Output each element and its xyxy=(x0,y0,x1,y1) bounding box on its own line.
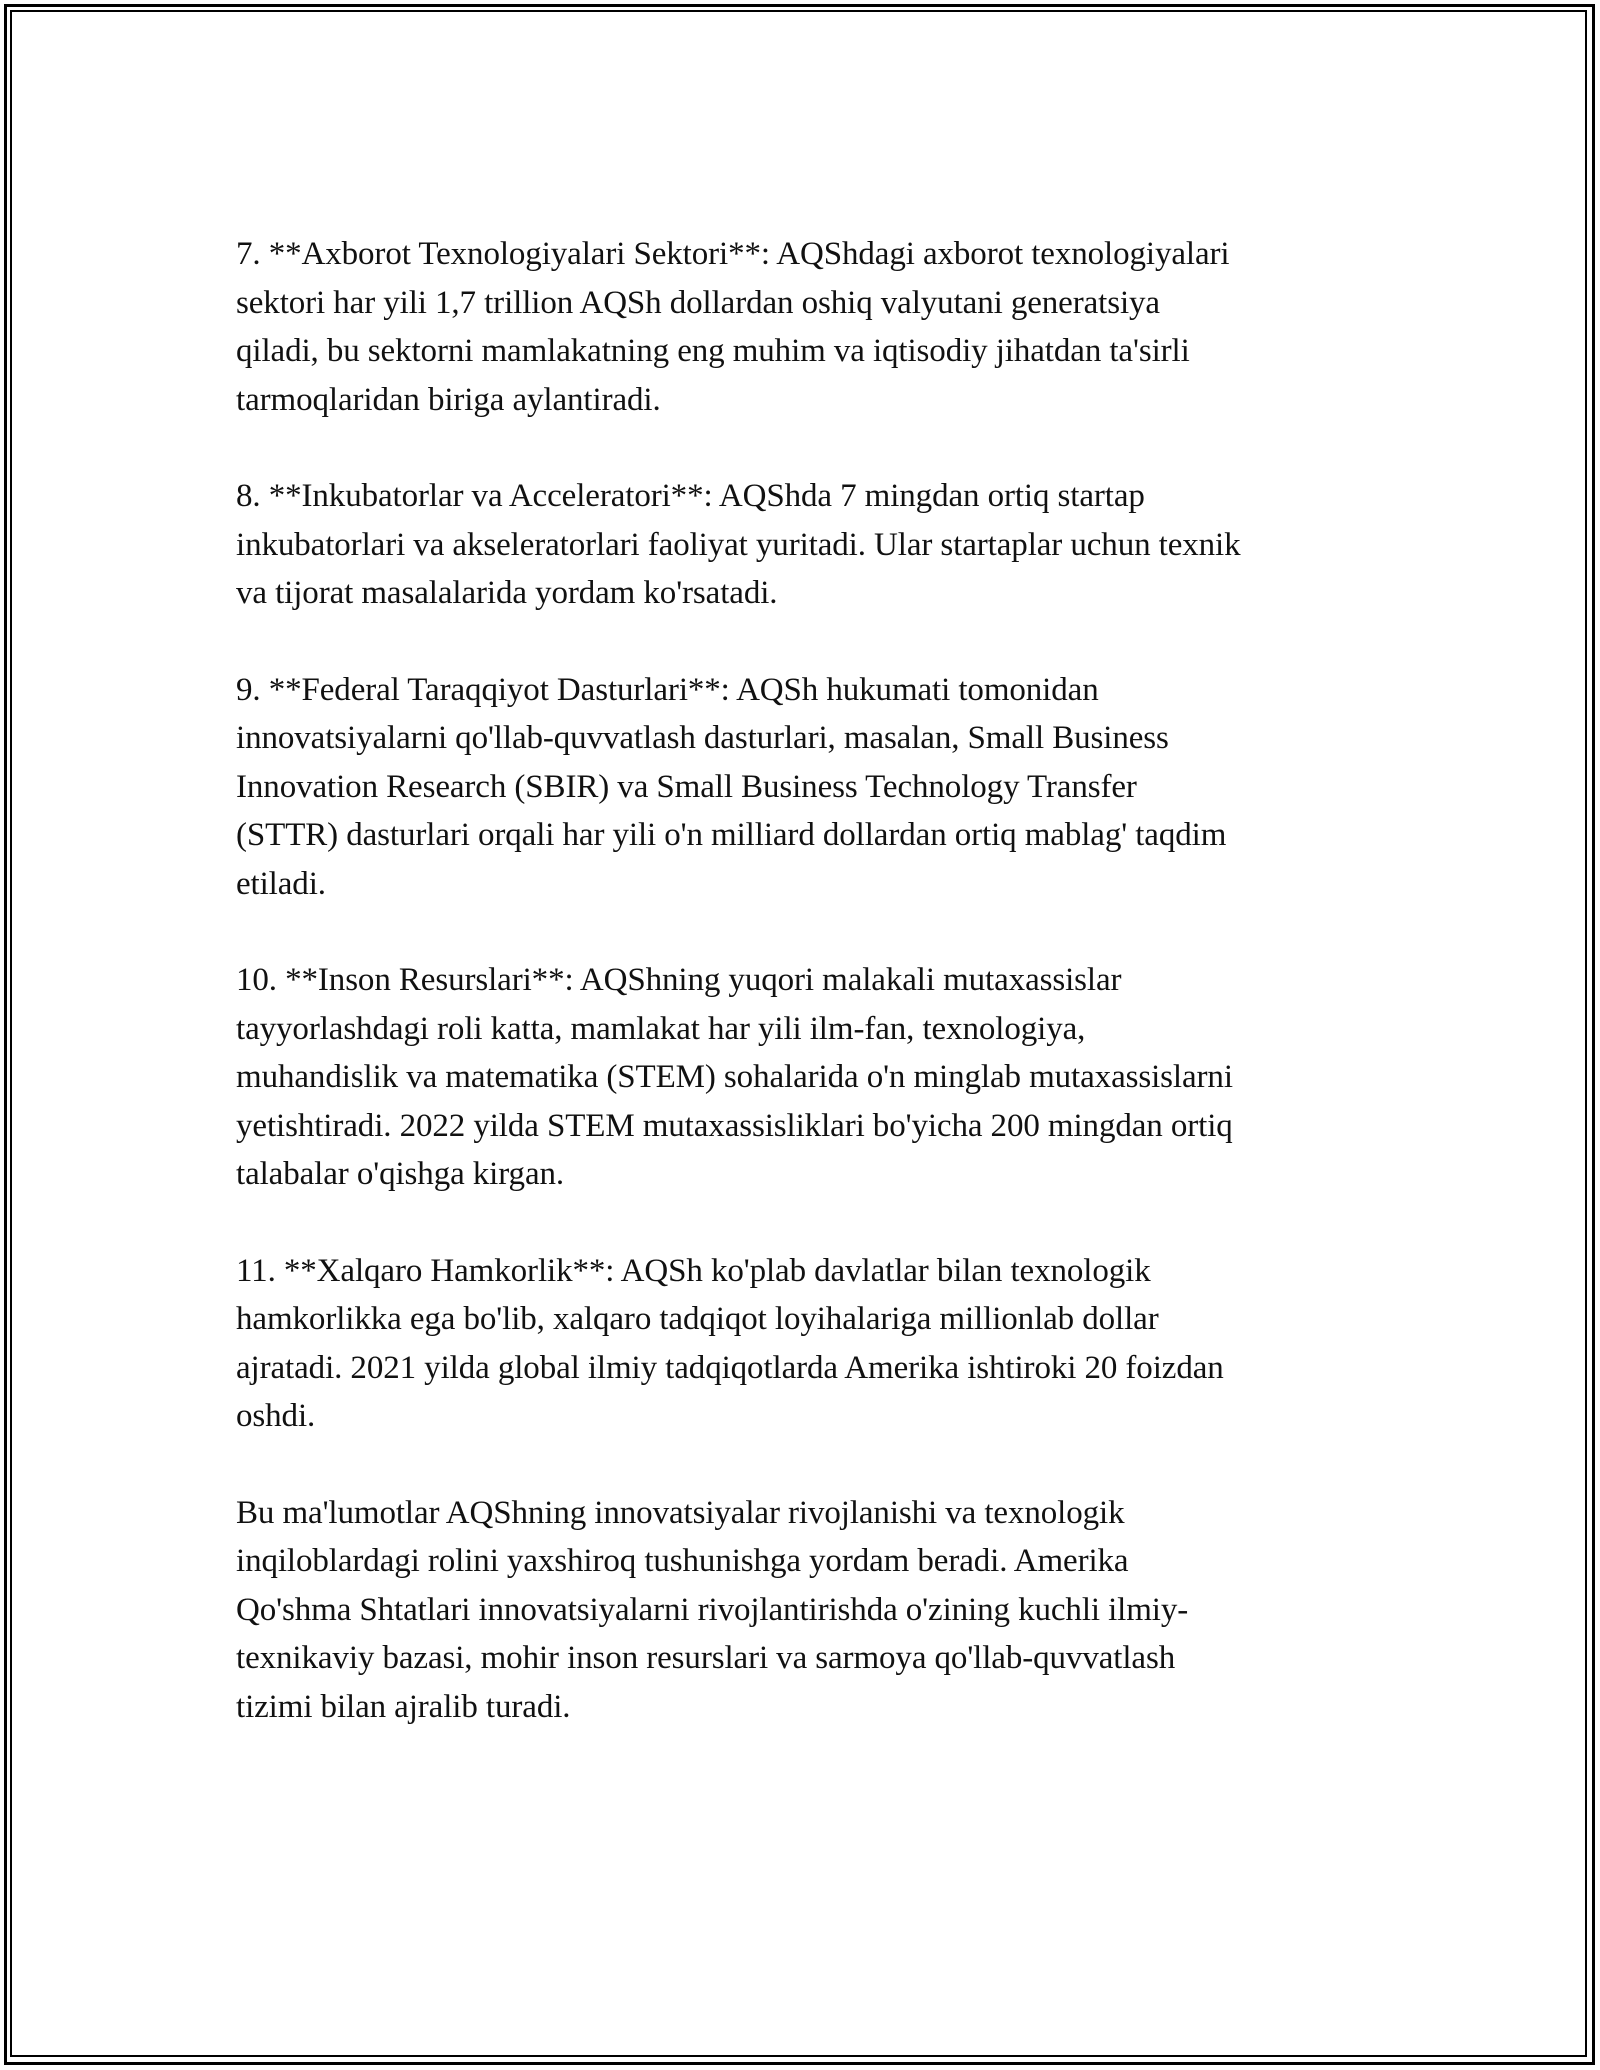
paragraph-item-8: 8. **Inkubatorlar va Acceleratori**: AQShda 7 mingdan ortiq startap inkubatorlari va akseleratorlari faoliyat yuritadi. Ular startaplar uchun texnik va tijorat masalalarida yordam ko'rsatadi. xyxy=(236,478,1241,611)
paragraph-item-11: 11. **Xalqaro Hamkorlik**: AQSh ko'plab davlatlar bilan texnologik hamkorlikka ega bo'lib, xalqaro tadqiqot loyihalariga millionlab dollar ajratadi. 2021 yilda global ilmiy tadqiqotlarda Amerika ishtiroki 20 foizdan oshdi. xyxy=(236,1252,1224,1434)
document-body xyxy=(236,230,1364,1731)
paragraph-item-10: 10. **Inson Resurslari**: AQShning yuqori malakali mutaxassislar tayyorlashdagi roli katta, mamlakat har yili ilm-fan, texnologiya, muhandislik va matematika (STEM) sohalarida o'n minglab mutaxassislarni yetishtiradi. 2022 yilda STEM mutaxassisliklari bo'yicha 200 mingdan ortiq talabalar o'qishga kirgan. xyxy=(236,962,1233,1192)
paragraph-item-9: 9. **Federal Taraqqiyot Dasturlari**: AQSh hukumati tomonidan innovatsiyalarni qo'llab-quvvatlash dasturlari, masalan, Small Business Innovation Research (SBIR) va Small Business Technology Transfer (STTR) dasturlari orqali har yili o'n milliard dollardan ortiq mablag' taqdim etiladi. xyxy=(236,671,1227,902)
paragraph-conclusion: Bu ma'lumotlar AQShning innovatsiyalar rivojlanishi va texnologik inqiloblardagi rolini yaxshiroq tushunishga yordam beradi. Amerika Qo'shma Shtatlari innovatsiyalarni rivojlantirishda o'zining kuchli ilmiy- texnikaviy bazasi, mohir inson resurslari va sarmoya qo'llab-quvvatlash tizimi bilan ajralib turadi. xyxy=(236,1494,1189,1725)
paragraph-item-7: 7. **Axborot Texnologiyalari Sektori**: AQShdagi axborot texnologiyalari sektori har yili 1,7 trillion AQSh dollardan oshiq valyutani generatsiya qiladi, bu sektorni mamlakatning eng muhim va iqtisodiy jihatdan ta'sirli tarmoqlaridan biriga aylantiradi. xyxy=(236,236,1230,418)
